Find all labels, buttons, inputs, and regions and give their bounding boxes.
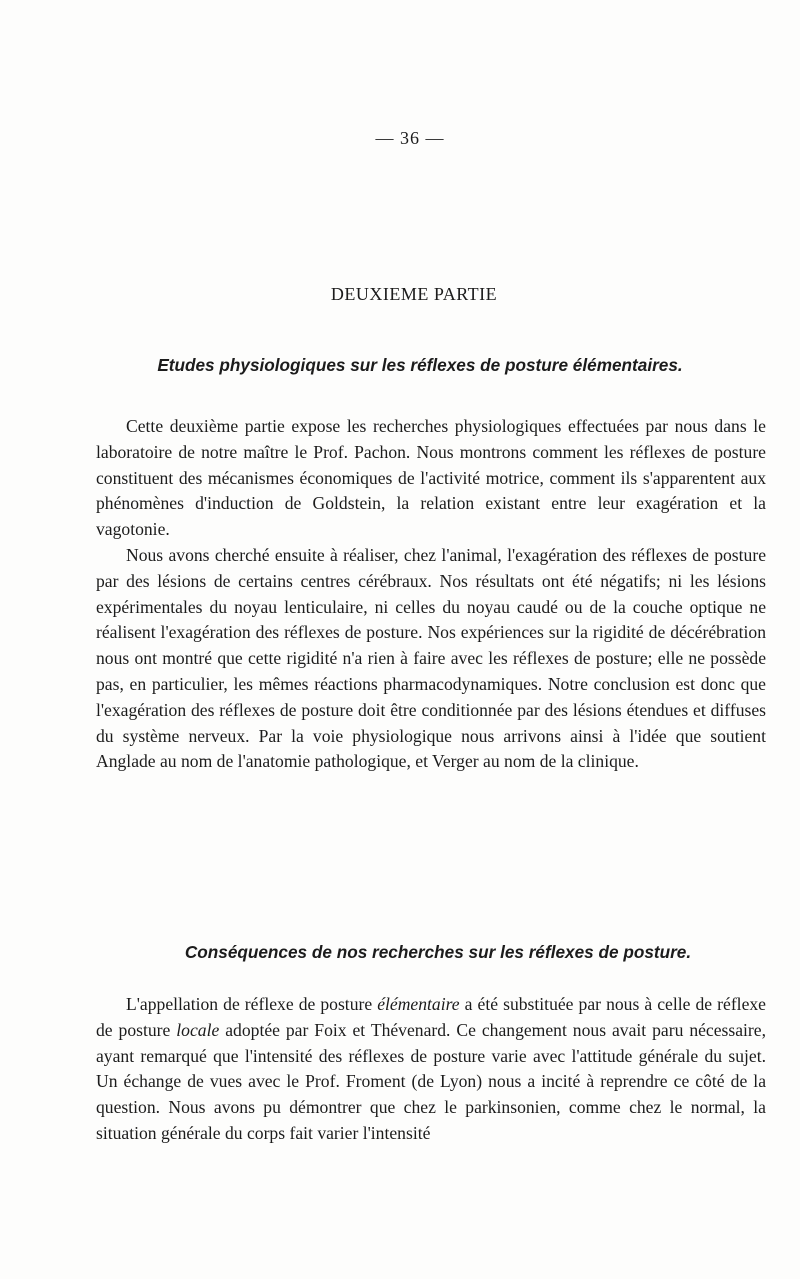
paragraph: Nous avons cherché ensuite à réaliser, chez l'animal, l'exagération des réflexes de posture par des lésions de certains centres cérébraux. Nos résultats ont été négatifs; ni les lésions expérimentales du noyau lenticulaire, ni celles du noyau caudé ou de la couche optique ne réalisent l'exagération des réflexes de posture. Nos expériences sur la rigidité de décérébration nous ont montré que cette rigidité n'a rien à faire avec les réflexes de posture; elle ne possède pas, en particulier, les mêmes réactions pharmacodynamiques. Notre conclusion est donc que l'exagération des réflexes de posture doit être conditionnée par des lésions étendues et diffuses du système nerveux. Par la voie physiologique nous arrivons ainsi à l'idée que soutient Anglade au nom de l'anatomie pathologique, et Verger au nom de la clinique. [96, 544, 766, 772]
part-title: DEUXIEME PARTIE [330, 284, 498, 304]
section-heading-consequences: Conséquences de nos recherches sur les réflexes de posture. [184, 942, 692, 962]
emphasis-elementaire: élémentaire [377, 994, 460, 1014]
page-number: — 36 — [375, 128, 445, 148]
paragraph [96, 992, 766, 1147]
section-body-physiological-studies [96, 414, 766, 775]
section-body-consequences [96, 992, 766, 1147]
section-heading-physiological-studies: Etudes physiologiques sur les réflexes de posture élémentaires. [157, 355, 683, 375]
emphasis-locale: locale [176, 1019, 220, 1040]
text-run: adoptée par Foix et Thévenard. Ce changement nous avait paru nécessaire, ayant remarqué que l'intensité des réflexes de posture varie avec l'attitude générale du sujet. Un échange de vues avec le Prof. Froment (de Lyon) nous a incité à reprendre ce côté de la question. Nous avons pu démontrer que chez le parkinsonien, comme chez le normal, la situation générale du corps fait varier l'intensité [96, 1019, 767, 1143]
text-run: a été substituée par nous à celle de réflexe de posture [96, 994, 766, 1040]
text-run: L'appellation de réflexe de posture [126, 994, 378, 1014]
paragraph: Cette deuxième partie expose les recherches physiologiques effectuées par nous dans le laboratoire de notre maître le Prof. Pachon. Nous montrons comment les réflexes de posture constituent des mécanismes économiques de l'activité motrice, comment ils s'apparentent aux phénomènes d'induction de Goldstein, la relation existant entre leur exagération et la vagotonie. [96, 416, 766, 540]
